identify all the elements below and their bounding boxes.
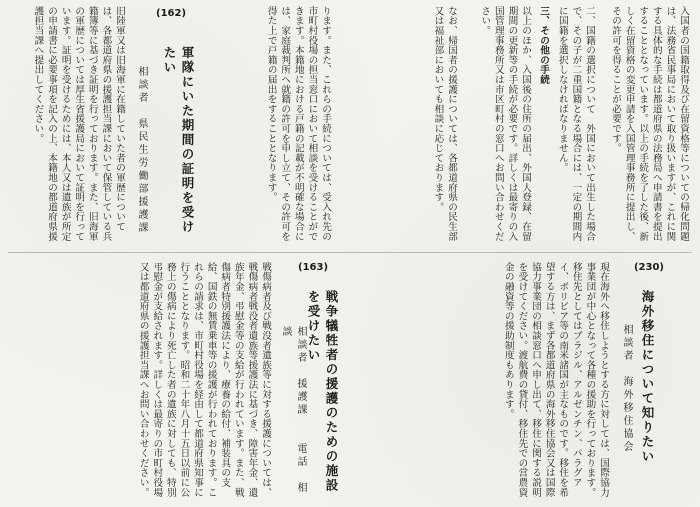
question-number-230: (230) [633,262,664,273]
question-title-230: 海外移住について知りたい [640,290,655,464]
question-number-163: (163) [298,262,329,273]
top-right-closing: なお、帰国者の援護については、各都道府県の民生部又は福祉部においても相談に応じております。 [432,6,457,242]
top-right-item-3-heading: 三、その他の手続 [538,6,549,85]
question-number-162: (162) [156,8,187,19]
answer-body-163: 戦傷病者及び戦没者遺族等に対する援護については、戦傷病者戦没者遺族等援護法に基づき、障害年金、遺族年金、弔慰金等の支給が行われています。また、戦傷病者特別援護法により、療養の給付、補装具の支給、国鉄の無賃乗車等の援護が行われております。これらの請求は、市町村役場を経由して都道府県知事に行うこととなります。昭和二十年八月十五日以前に公務上の傷病により死亡した者の遺族に対しても、特別弔慰金が支給されます。詳しくは最寄りの市町村役場又は都道府県の援護担当課へお問い合わせください。 [137,262,271,498]
answer-body-230: 現在海外へ移住しようとする方に対しては、国際協力事業団が中心となって各種の援助を行っております。移住先としてはブラジル、アルゼンチン、パラグアイ、ボリビア等の南米諸国が主なものです。移住を希望する方は、まず各都道府県の海外移住協会又は国際協力事業団の相談窓口へ申し出て、移住に関する説明を受けてください。渡航費の貸付、移住先での営農資金の融資等の援助制度もあります。 [502,262,609,498]
question-asker-230: 相談者 海外移住協会 [621,324,632,454]
page-divider [8,252,692,253]
question-asker-162: 相談者 県民生労働部援護課 [136,66,147,235]
question-title-162: 軍隊にいた期間の証明を受けたい [162,46,195,235]
top-right-item-3-text: 以上のほか、入国後の住所の届出、外国人登録、在留期間の更新等の手続が必要です。詳しくは最寄りの入国管理事務所又は市区町村の窓口へお問い合わせください。 [479,6,531,242]
question-asker-163: 相談者 援護課 電話 相談 [280,326,306,495]
top-left-continuation: ります。また、これらの手続については、受入れ先の市町村役場の担当窓口において相談を受けることができます。本籍地における戸籍の記載が不明確な場合には、家庭裁判所へ就籍の許可を申し立て、その許可を得た上で戸籍の届出をすることとなります。 [265,6,331,242]
answer-body-162: 旧陸軍又は旧海軍に在籍していた者の軍歴については、各都道府県の援護担当課において保管している兵籍簿等に基づき証明を行っております。また、旧海軍の軍歴については厚生省援護局において証明を行っています。証明を受けるためには、本人又は遺族が所定の申請書に必要事項を記入の上、本籍地の都道府県援護担当課へ提出してください。 [32,6,125,242]
top-right-item-2: 二、国籍の選択について 外国において出生した場合で、その子が二重国籍となる場合には、一定の期間内に国籍を選択しなければなりません。 [556,6,595,242]
top-right-paragraph: 入国者の国籍取得及び在留資格等についての帰化問題は、法務省民事局において取り扱いますが、これに関する具体的な手続は都道府県の法務局へ申請書を提出することとなっています。以上の手続を了した後、新しく在留資格の変更申請を入国管理事務所に提出し、その許可を得ることが必要です。 [610,6,689,242]
question-title-163: 戦争犠牲者の援護のための施設を受けたい [306,290,339,493]
